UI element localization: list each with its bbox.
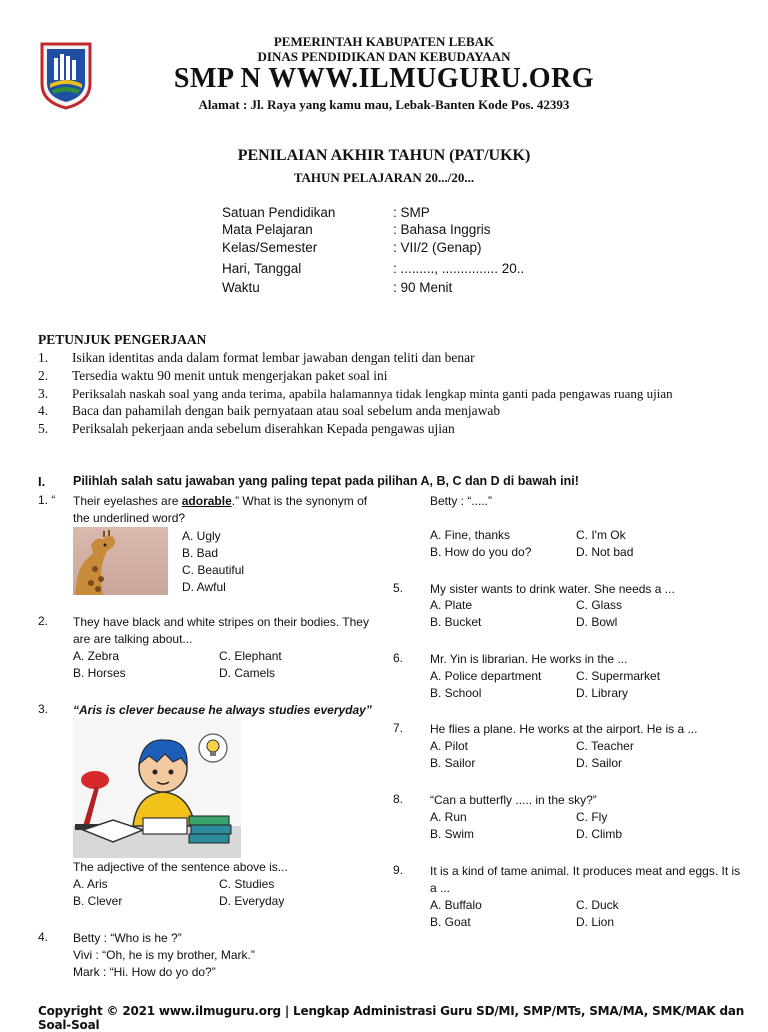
info-label: Kelas/Semester (222, 240, 318, 255)
option: A. Buffalo (430, 898, 482, 912)
option: C. Duck (576, 898, 619, 912)
info-value: : 90 Menit (393, 280, 453, 295)
option: A. Fine, thanks (430, 528, 511, 542)
question-text: a ... (430, 881, 451, 895)
quoted-sentence: “Aris is clever because he always studies everyday” (73, 703, 372, 717)
header-department: DINAS PENDIDIKAN DAN KEBUDAYAAN (257, 49, 511, 64)
instruction-text: Tersedia waktu 90 menit untuk mengerjakan paket soal ini (72, 368, 388, 383)
option: A. Pilot (430, 739, 469, 753)
option: A. Run (430, 810, 467, 824)
option: D. Camels (219, 666, 276, 680)
option: B. Goat (430, 915, 471, 929)
info-label: Hari, Tanggal (222, 261, 302, 276)
option: D. Bowl (576, 615, 618, 629)
option: B. Sailor (430, 756, 476, 770)
option: A. Police department (430, 669, 542, 683)
info-value: : ........., ............... 20.. (393, 261, 525, 276)
option: B. Bad (182, 546, 219, 560)
option: C. Beautiful (182, 563, 245, 577)
question-text: are are talking about... (73, 632, 193, 646)
option: C. Glass (576, 598, 623, 612)
option: A. Ugly (182, 529, 221, 543)
option: D. Library (576, 686, 629, 700)
option: C. I'm Ok (576, 528, 626, 542)
option: D. Everyday (219, 894, 285, 908)
info-value: : Bahasa Inggris (393, 222, 491, 237)
option: C. Supermarket (576, 669, 661, 683)
option: C. Fly (576, 810, 608, 824)
option: B. Clever (73, 894, 123, 908)
question-number: 4. (38, 930, 49, 944)
option: C. Studies (219, 877, 275, 891)
underlined-word: adorable (181, 494, 232, 508)
info-label: Waktu (222, 280, 260, 295)
instruction-number: 1. (38, 350, 49, 365)
instruction-number: 5. (38, 421, 49, 436)
option: B. How do you do? (430, 545, 532, 559)
header-school-name: SMP N WWW.ILMUGURU.ORG (173, 63, 595, 94)
question-text: The adjective of the sentence above is... (73, 860, 288, 874)
question-text: He flies a plane. He works at the airport. He is a ... (430, 722, 698, 736)
info-value: : VII/2 (Genap) (393, 240, 482, 255)
section-number: I. (38, 474, 46, 489)
info-label: Mata Pelajaran (222, 222, 313, 237)
question-number: 5. (393, 581, 404, 595)
question-number: 9. (393, 863, 404, 877)
info-value: : SMP (393, 205, 430, 220)
option: D. Sailor (576, 756, 623, 770)
dialog-line: Vivi : “Oh, he is my brother, Mark.” (73, 948, 255, 962)
question-number: 1. “ (38, 493, 56, 507)
instruction-number: 2. (38, 368, 49, 383)
question-number: 8. (393, 792, 404, 806)
section-title: Pilihlah salah satu jawaban yang paling tepat pada pilihan A, B, C dan D di bawah ini! (73, 474, 579, 488)
footer-copyright: Copyright © 2021 www.ilmuguru.org | Lengkap Administrasi Guru SD/MI, SMP/MTs, SMA/MA, SMK/MAK dan Soal-Soal (38, 1004, 745, 1032)
exam-year: TAHUN PELAJARAN 20.../20... (293, 170, 475, 185)
header-government: PEMERINTAH KABUPATEN LEBAK (273, 34, 495, 49)
instruction-text: Periksalah pekerjaan anda sebelum diserahkan Kepada pengawas ujian (72, 421, 455, 436)
question-number: 3. (38, 702, 49, 716)
instructions-title: PETUNJUK PENGERJAAN (38, 332, 207, 347)
question-text: Mr. Yin is librarian. He works in the ... (430, 652, 628, 666)
option: D. Not bad (576, 545, 634, 559)
question-number: 7. (393, 721, 404, 735)
option: A. Zebra (73, 649, 120, 663)
option: A. Plate (430, 598, 473, 612)
option: C. Elephant (219, 649, 282, 663)
instruction-number: 4. (38, 403, 49, 418)
option: B. School (430, 686, 482, 700)
option: C. Teacher (576, 739, 634, 753)
option: B. Bucket (430, 615, 482, 629)
question-text: the underlined word? (73, 511, 186, 525)
question-text: They have black and white stripes on their bodies. They (73, 615, 369, 629)
instruction-text: Periksalah naskah soal yang anda terima, apabila halamannya tidak lengkap minta ganti pada pengawas ruang ujian (72, 386, 673, 401)
info-label: Satuan Pendidikan (222, 205, 336, 220)
header-address: Alamat : Jl. Raya yang kamu mau, Lebak-Banten Kode Pos. 42393 (198, 97, 570, 112)
dialog-line: Mark : “Hi. How do yo do?” (73, 965, 216, 979)
question-number: 2. (38, 614, 49, 628)
boy-studying-image (73, 718, 241, 858)
option: D. Lion (576, 915, 615, 929)
dialog-line: Betty : “.....” (430, 494, 493, 508)
option: D. Awful (182, 580, 226, 594)
question-text: “Can a butterfly ..... in the sky?” (430, 793, 597, 807)
dialog-line: Betty : “Who is he ?” (73, 931, 182, 945)
option: D. Climb (576, 827, 623, 841)
option: B. Horses (73, 666, 126, 680)
question-text: My sister wants to drink water. She needs a ... (430, 582, 675, 596)
option: B. Swim (430, 827, 475, 841)
question-number: 6. (393, 651, 404, 665)
question-text: Their eyelashes are adorable.” What is the synonym of (73, 494, 368, 508)
instruction-text: Baca dan pahamilah dengan baik pernyataan atau soal sebelum anda menjawab (72, 403, 501, 418)
question-text: It is a kind of tame animal. It produces meat and eggs. It is (430, 864, 741, 878)
exam-title: PENILAIAN AKHIR TAHUN (PAT/UKK) (237, 147, 531, 164)
option: A. Aris (73, 877, 108, 891)
instruction-number: 3. (38, 386, 49, 401)
instruction-text: Isikan identitas anda dalam format lembar jawaban dengan teliti dan benar (72, 350, 475, 365)
giraffe-image (73, 527, 168, 595)
